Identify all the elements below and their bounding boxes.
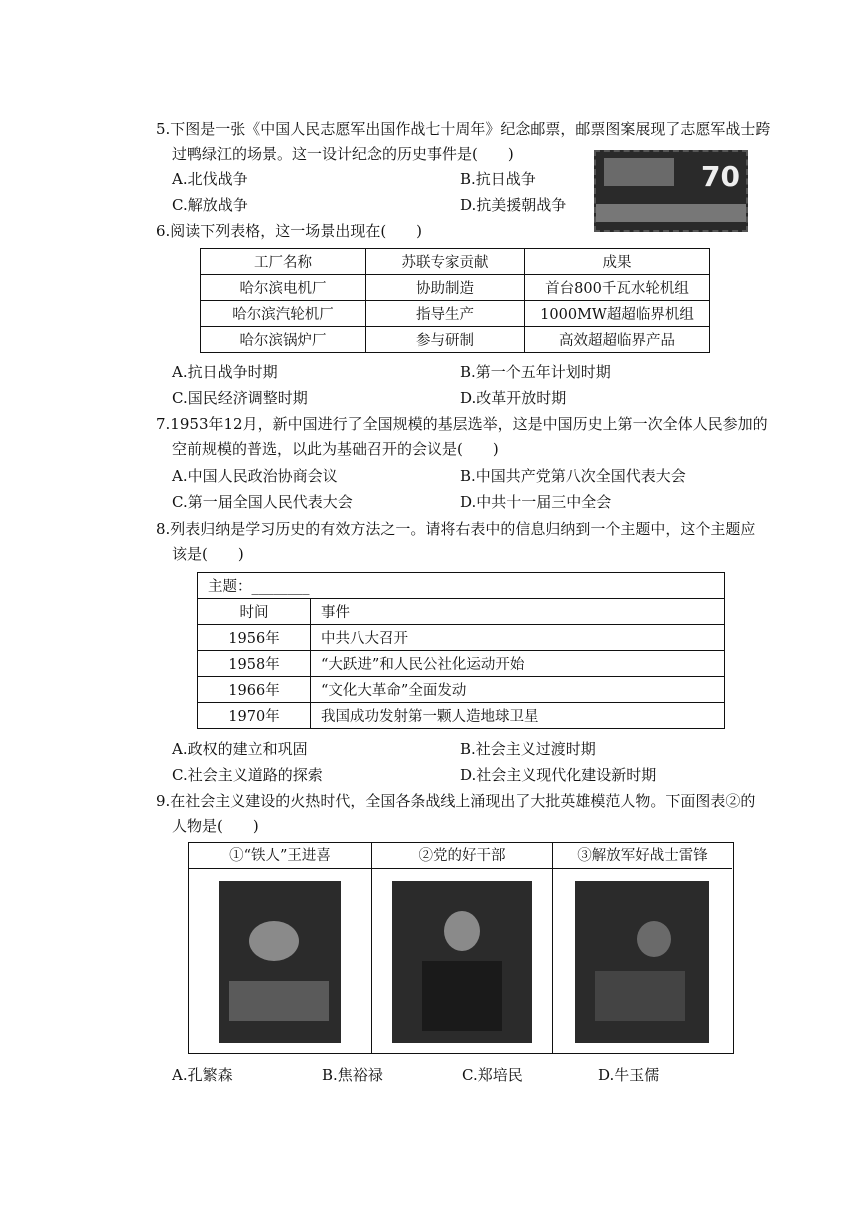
- stamp-number: 70: [701, 160, 740, 193]
- stamp-image: [594, 150, 748, 232]
- lei-feng-photo: [575, 881, 709, 1043]
- table-row: [198, 625, 725, 651]
- wang-jinxi-photo: [219, 881, 341, 1043]
- q8-cell: “大跃进”和人民公社化运动开始: [311, 651, 725, 677]
- q6-cell: 协助制造: [366, 275, 525, 301]
- q9-picture-cell: [189, 843, 372, 1053]
- q8-cell: 1956年: [198, 625, 311, 651]
- table-row: [198, 651, 725, 677]
- q6-option-d[interactable]: D.改革开放时期: [460, 389, 567, 407]
- q6-cell: 首台800千瓦水轮机组: [525, 275, 710, 301]
- q6-cell: 哈尔滨锅炉厂: [201, 327, 366, 353]
- q8-theme-label: 主题：________: [198, 573, 725, 599]
- table-row: [198, 703, 725, 729]
- q8-stem-line1: 8.列表归纳是学习历史的有效方法之一。请将右表中的信息归纳到一个主题中，这个主题应: [156, 520, 756, 538]
- q6-option-c[interactable]: C.国民经济调整时期: [172, 389, 308, 407]
- q8-cell: “文化大革命”全面发动: [311, 677, 725, 703]
- q5-option-a[interactable]: A.北伐战争: [172, 170, 248, 188]
- q9-stem-line2: 人物是( ): [172, 817, 259, 835]
- q6-header: 工厂名称: [201, 249, 366, 275]
- q8-option-b[interactable]: B.社会主义过渡时期: [460, 740, 596, 758]
- q6-cell: 哈尔滨电机厂: [201, 275, 366, 301]
- q9-option-c[interactable]: C.郑培民: [462, 1066, 523, 1084]
- q7-stem-line1: 7.1953年12月，新中国进行了全国规模的基层选举，这是中国历史上第一次全体人民参加的: [156, 415, 768, 433]
- q8-cell: 1966年: [198, 677, 311, 703]
- q5-stem-line2: 过鸭绿江的场景。这一设计纪念的历史事件是( ): [172, 145, 514, 163]
- q6-cell: 指导生产: [366, 301, 525, 327]
- q6-header: 成果: [525, 249, 710, 275]
- q8-option-d[interactable]: D.社会主义现代化建设新时期: [460, 766, 657, 784]
- q8-cell: 我国成功发射第一颗人造地球卫星: [311, 703, 725, 729]
- q8-option-c[interactable]: C.社会主义道路的探索: [172, 766, 323, 784]
- q9-caption: ①“铁人”王进喜: [189, 843, 371, 869]
- q8-option-a[interactable]: A.政权的建立和巩固: [172, 740, 308, 758]
- q5-option-d[interactable]: D.抗美援朝战争: [460, 196, 567, 214]
- q9-caption: ②党的好干部: [372, 843, 552, 869]
- q8-header: 事件: [311, 599, 725, 625]
- q9-stem-line1: 9.在社会主义建设的火热时代，全国各条战线上涌现出了大批英雄模范人物。下面图表②的: [156, 792, 756, 810]
- q6-header: 苏联专家贡献: [366, 249, 525, 275]
- q6-cell: 参与研制: [366, 327, 525, 353]
- q8-cell: 1958年: [198, 651, 311, 677]
- q8-cell: 1970年: [198, 703, 311, 729]
- q9-picture-cell: [372, 843, 553, 1053]
- q5-option-c[interactable]: C.解放战争: [172, 196, 248, 214]
- q9-picture-cell: [553, 843, 732, 1053]
- table-row: [201, 275, 710, 301]
- q9-option-a[interactable]: A.孔繁森: [172, 1066, 233, 1084]
- q9-option-d[interactable]: D.牛玉儒: [598, 1066, 660, 1084]
- jiao-yulu-photo: [392, 881, 532, 1043]
- q5-stem-line1: 5.下图是一张《中国人民志愿军出国作战七十周年》纪念邮票，邮票图案展现了志愿军战士跨: [156, 120, 771, 138]
- q9-picture-table: [188, 842, 734, 1054]
- q9-caption: ③解放军好战士雷锋: [553, 843, 732, 869]
- q7-option-a[interactable]: A.中国人民政治协商会议: [172, 467, 338, 485]
- q5-option-b[interactable]: B.抗日战争: [460, 170, 536, 188]
- q9-option-b[interactable]: B.焦裕禄: [322, 1066, 383, 1084]
- q6-cell: 高效超超临界产品: [525, 327, 710, 353]
- q7-stem-line2: 空前规模的普选，以此为基础召开的会议是( ): [172, 440, 499, 458]
- q8-table: [197, 572, 725, 729]
- q8-stem-line2: 该是( ): [172, 545, 244, 563]
- table-row: [201, 301, 710, 327]
- table-row: [201, 327, 710, 353]
- q6-cell: 1000MW超超临界机组: [525, 301, 710, 327]
- q8-cell: 中共八大召开: [311, 625, 725, 651]
- q6-table: [200, 248, 710, 353]
- q7-option-b[interactable]: B.中国共产党第八次全国代表大会: [460, 467, 686, 485]
- q6-stem: 6.阅读下列表格，这一场景出现在( ): [156, 222, 423, 240]
- table-row: [198, 677, 725, 703]
- q6-cell: 哈尔滨汽轮机厂: [201, 301, 366, 327]
- q8-header: 时间: [198, 599, 311, 625]
- q7-option-c[interactable]: C.第一届全国人民代表大会: [172, 493, 353, 511]
- q7-option-d[interactable]: D.中共十一届三中全会: [460, 493, 612, 511]
- q6-option-a[interactable]: A.抗日战争时期: [172, 363, 278, 381]
- q6-option-b[interactable]: B.第一个五年计划时期: [460, 363, 611, 381]
